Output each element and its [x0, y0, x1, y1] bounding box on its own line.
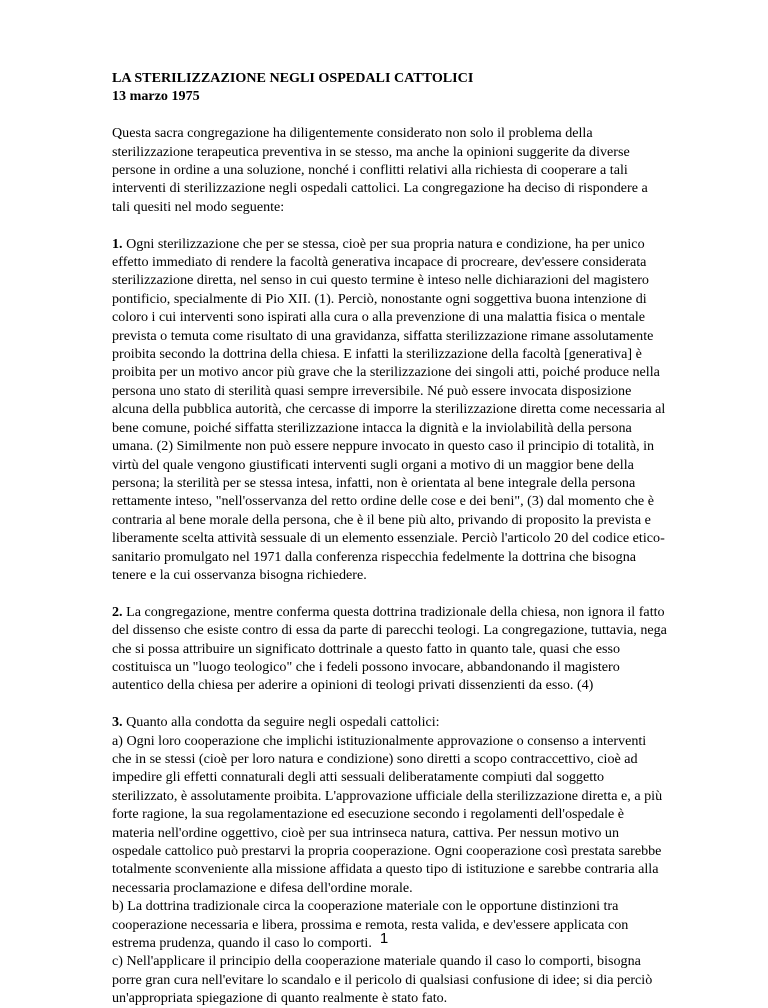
- spacer: [112, 695, 668, 713]
- spacer: [112, 584, 668, 602]
- section-3-item-a: a) Ogni loro cooperazione che implichi istituzionalmente approvazione o consenso a interventi che in se stessi (cioè per loro natura e condizione) sono diretti a scopo contraccettivo, cioè ad impedire gli effetti connaturali degli atti sessuali deliberatamente compiuti dal soggetto sterilizzato, è assolutamente proibita. L'approvazione ufficiale della sterilizzazione diretta e, a più forte ragione, la sua regolamentazione ed esecuzione secondo i regolamenti dell'ospedale è materia nell'ordine oggettivo, cioè per sua intrinseca natura, cattiva. Per nessun motivo un ospedale cattolico può prestarvi la propria cooperazione. Ogni cooperazione così prestata sarebbe totalmente sconveniente alla missione affidata a questo tipo di istituzione e sarebbe contraria alla necessaria proclamazione e difesa dell'ordine morale.: [112, 732, 663, 896]
- spacer: [112, 216, 668, 234]
- section-1-paragraph: [112, 235, 668, 585]
- document-page: [112, 69, 668, 1008]
- section-3-heading-text: Quanto alla condotta da seguire negli ospedali cattolici:: [122, 714, 440, 731]
- section-1-number: 1.: [112, 235, 123, 252]
- section-2-paragraph: [112, 603, 668, 695]
- intro-paragraph: Questa sacra congregazione ha diligentemente considerato non solo il problema della sterilizzazione terapeutica preventiva in se stesso, ma anche la opinioni suggerite da diverse persone in ordine a una soluzione, nonché i conflitti relativi alla richiesta di cooperare a tali interventi di sterilizzazione negli ospedali cattolici. La congregazione ha deciso di rispondere a tali quesiti nel modo seguente:: [112, 125, 648, 215]
- document-date: 13 marzo 1975: [112, 88, 200, 105]
- document-title: LA STERILIZZAZIONE NEGLI OSPEDALI CATTOLICI: [112, 70, 474, 86]
- section-3-item-b: b) La dottrina tradizionale circa la cooperazione materiale con le opportune distinzioni tra cooperazione necessaria e libera, prossima e remota, resta valida, e dev'essere applicata con estrema prudenza, quando il caso lo comporti.: [112, 898, 629, 952]
- section-1-text: Ogni sterilizzazione che per se stessa, cioè per sua propria natura e condizione, ha per unico effetto immediato di rendere la facoltà generativa incapace di procreare, dev'essere considerata sterilizzazione diretta, nel senso in cui questo termine è inteso nelle dichiarazioni del magistero pontificio, specialmente di Pio XII. (1). Perciò, nonostante ogni soggettiva buona intenzione di coloro i cui interventi sono ispirati alla cura o alla prevenzione di una malattia fisica o mentale prevista o temuta come risultato di una gravidanza, siffatta sterilizzazione rimane assolutamente proibita secondo la dottrina della chiesa. E infatti la sterilizzazione della facoltà [generativa] è proibita per un motivo ancor più grave che la sterilizzazione dei singoli atti, poiché produce nella persona uno stato di sterilità quasi sempre irreversibile. Né può essere invocata disposizione alcuna della pubblica autorità, che cercasse di imporre la sterilizzazione diretta come necessaria al bene comune, poiché siffatta sterilizzazione intacca la dignità e la inviolabilità della persona umana. (2) Similmente non può essere neppure invocato in questo caso il principio di totalità, in virtù del quale vengono giustificati interventi sugli organi a motivo di un maggior bene della persona; la sterilità per se stessa intesa, infatti, non è orientata al bene integrale della persona rettamente inteso, "nell'osservanza del retto ordine delle cose e dei beni", (3) dal momento che è contraria al bene morale della persona, che è il bene più alto, privando di proposito la prevista e liberamente scelta attività sessuale di un elemento essenziale. Perciò l'articolo 20 del codice etico-sanitario promulgato nel 1971 dalla conferenza rispecchia fedelmente la dottrina che bisogna tenere e la cui osservanza bisogna richiedere.: [112, 235, 666, 583]
- page-number: 1: [379, 930, 389, 947]
- spacer: [112, 106, 668, 124]
- section-2-text: La congregazione, mentre conferma questa dottrina tradizionale della chiesa, non ignora il fatto del dissenso che esiste contro di essa da parte di parecchi teologi. La congregazione, tuttavia, nega che si possa attribuire un significato dottrinale a questo fatto in quanto tale, quasi che esso costituisca un "luogo teologico" che i fedeli possono invocare, abbandonando il magistero autentico della chiesa per aderire a opinioni di teologi privati dissenzienti da esso. (4): [112, 603, 667, 694]
- section-2-number: 2.: [112, 603, 123, 620]
- section-3-number: 3.: [112, 714, 123, 731]
- section-3-item-c: c) Nell'applicare il principio della cooperazione materiale quando il caso lo comporti, bisogna porre gran cura nell'evitare lo scandalo e il pericolo di qualsiasi confusione di idee; si dia perciò un'appropriata spiegazione di quanto realmente è stato fato.: [112, 953, 653, 1007]
- section-3-heading: [112, 713, 668, 731]
